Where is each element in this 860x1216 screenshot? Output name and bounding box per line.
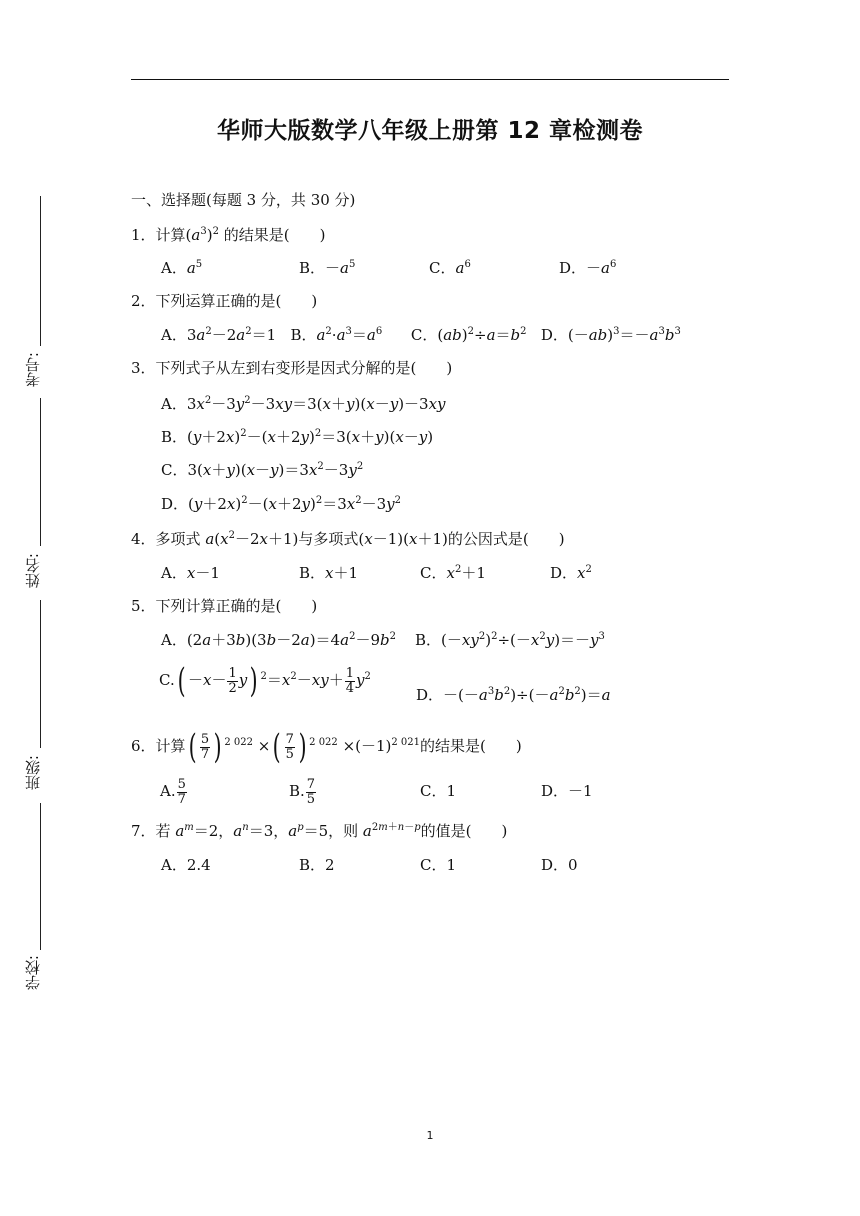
q4-option-b: B．x＋1 [299, 564, 359, 582]
q1-option-a: A．$a^5$ [161, 259, 203, 277]
q2-options: A．$3a^2-2a^2=1$ B．$a^2\cdot a^3=a^6$ C．$(ab)^2\div a=b^2$ D．$(-ab)^3=-a^3b^3$ [161, 326, 681, 344]
q1-option-c: C．$a^6$ [429, 259, 471, 277]
q3-option-c: C．$3(x+y)(x-y)=3x^2-3y^2$ [161, 461, 364, 479]
q5-option-d: D．$-(-a^3b^2)\div(-a^2b^2)=a$ [416, 686, 611, 704]
question-5: 5．下列计算正确的是( ) [131, 597, 318, 615]
margin-line-2 [40, 398, 41, 546]
q6-option-a: A. $\frac{5}{7}$ [160, 776, 186, 807]
q3-option-d: D．$(y+2x)^2-(x+2y)^2=3x^2-3y^2$ [161, 495, 402, 513]
q4-option-d: D．$x^2$ [550, 564, 592, 582]
question-7: 7．若 $a^m=2$，$a^n=3$，$a^p=5$，则 $a^{2m+n-p}$的值是( ) [131, 822, 508, 840]
question-6: 6．计算( $\frac{5}{7}$ ) $^{2 022}$ ×( $\frac{7}{5}$ ) $^{2 022} \times(-1)^{2 021}$的结果是( ) [131, 727, 522, 767]
q5-option-b: B．$(-xy^2)^2\div(-x^2y)=-y^3$ [415, 631, 605, 649]
q4-option-a: A．x－1 [161, 564, 220, 582]
q4-option-c: C．$x^2+1$ [420, 564, 486, 582]
q3-option-a: A．$3x^2-3y^2-3xy=3(x+y)(x-y)-3xy$ [161, 395, 446, 413]
margin-line-1 [40, 196, 41, 346]
q1-option-b: B．$-a^5$ [299, 259, 356, 277]
q6-option-d: D．－1 [541, 782, 593, 800]
q5-option-a: A．$(2a+3b)(3b-2a)=4a^2-9b^2$ [161, 631, 396, 649]
margin-line-3 [40, 600, 41, 748]
q7-option-a: A．2.4 [161, 856, 211, 874]
question-2: 2．下列运算正确的是( ) [131, 292, 318, 310]
q7-option-b: B．2 [299, 856, 335, 874]
q1-option-d: D．$-a^6$ [559, 259, 617, 277]
margin-label-xuexiao: 学校: [24, 955, 42, 991]
q1-stem-pre: 1．计算( [131, 226, 192, 244]
top-rule [131, 79, 729, 80]
page-title: 华师大版数学八年级上册第 12 章检测卷 [216, 118, 644, 144]
q7-option-d: D．0 [541, 856, 578, 874]
q6-option-b: B. $\frac{7}{5}$ [289, 776, 316, 807]
margin-line-4 [40, 803, 41, 950]
q3-option-b: B．$(y+2x)^2-(x+2y)^2=3(x+y)(x-y)$ [161, 428, 434, 446]
q7-option-c: C．1 [420, 856, 457, 874]
margin-label-banji: 班级: [24, 755, 42, 791]
question-1: 1．计算$(a^3)^2$ 的结果是( ) [131, 226, 326, 244]
section-heading: 一、选择题(每题 3 分，共 30 分) [131, 191, 356, 209]
q6-option-c: C．1 [420, 782, 457, 800]
question-4: 4．多项式 $a(x^2-2x+1)$与多项式(x－1)(x＋1)的公因式是( ) [131, 530, 565, 548]
q5-option-c: C.( －x－ $\frac{1}{2}$ y) $^2=x^2-xy+$ $\frac{1}{4}$ $y^2$ [159, 661, 371, 701]
q1-stem-post: 的结果是( ) [223, 226, 326, 244]
margin-label-xingming: 姓名: [24, 553, 42, 589]
question-3: 3．下列式子从左到右变形是因式分解的是( ) [131, 359, 453, 377]
margin-label-kaohao: 考号: [24, 352, 42, 388]
page-number: 1 [426, 1129, 434, 1142]
